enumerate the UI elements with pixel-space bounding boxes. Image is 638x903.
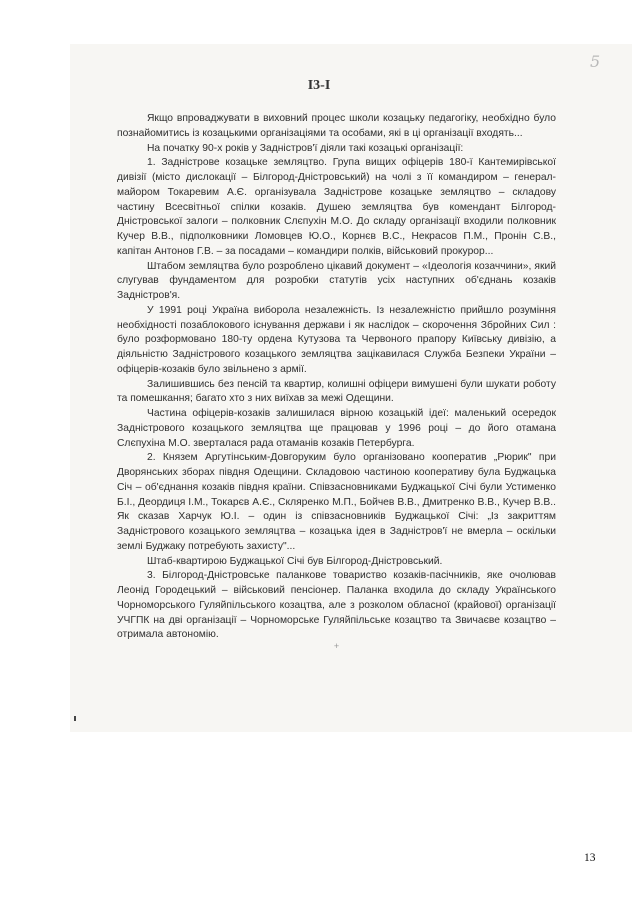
paragraph: Залишившись без пенсій та квартир, колишні офіцери вимушені були шукати роботу та помешкання; багато хто з них виїхав за межі Одещини.: [117, 378, 556, 405]
paragraph: 3. Білгород-Дністровське паланкове товариство козаків-пасічників, яке очолював Леонід Городецький – військовий пенсіонер. Паланка входила до складу Українського Чорноморського Гуляйпільського козацтва, але з розколом обласної (крайової) організації УЧГПК на дві організації – Чорноморське Гуляйпільське козацтво та Звичаєве козацтво – отримала автономію.: [117, 570, 556, 641]
paragraph: Штаб-квартирою Буджацької Січі був Білгород-Дністровський.: [147, 555, 443, 567]
paragraph: У 1991 році Україна виборола незалежність. Із незалежністю прийшло розуміння необхідності позаблокового існування держави і як наслідок – скорочення Збройних Сил : було розформовано 180-ту ордена Кутузова та Червоного прапору Київську дивізію, а діяльністю Задністрового козацького земляцтва зацікавилася Служба Безпеки України – офіцерів-козаків було звільнено з армії.: [117, 304, 556, 375]
paragraph: 2. Князем Аргутінським-Довгоруким було організовано кооператив „Рюрик" при Дворянських зборах півдня Одещини. Складовою частиною кооперативу була Буджацька Січ – об'єднання козаків півдня країни. Співзасновниками Буджацької Січі були Устименко Б.І., Деордиця І.М., Токарєв А.Є., Скляренко М.П., Бойчев В.В., Дмитренко В.В., Кучер В.В.. Як сказав Харчук Ю.І. – один із співзасновників Буджацької Січі: „Із закриттям Задністрового козацького земляцтва – козацька ідея в Задністров'ї не вмерла – оскільки землі Буджаку потребують захисту"...: [117, 452, 556, 552]
body-text: [117, 112, 556, 649]
paragraph: 1. Задністрове козацьке земляцтво. Група вищих офіцерів 180-ї Кантемирівської дивізії (місто дислокації – Білгород-Дністровський) на чолі з її командиром – генерал-майором Токаревим А.Є. організувала Задністрове козацьке земляцтво – складову частину Всесвітньої спілки козаків. Душею земляцтва був комендант Білгород-Дністровської залоги – полковник Слєпухін М.О. До складу організації входили полковник Кучер В.В., підполковники Ломовцев Ю.О., Корнєв В.С., Некрасов П.М., Пронін С.В., капітан Антонов Г.В. – за посадами – командири полків, військовий прокурор...: [117, 157, 556, 257]
paragraph: Частина офіцерів-козаків залишилася вірною козацькій ідеї: маленький осередок Задністрового козацького земляцтва ще працював у 1996 році – до його отамана Слєпухіна М.О. зверталася рада отаманів козаків Петербурга.: [117, 408, 556, 449]
margin-tick: [74, 716, 76, 721]
sheet-number: I3-I: [307, 78, 331, 93]
page-number: 13: [584, 852, 596, 864]
paragraph: Якщо впроваджувати в виховний процес школи козацьку педагогіку, необхідно було познайомитись із козацькими організаціями та особами, які в ці організації входять...: [117, 113, 556, 139]
paragraph: На початку 90-х років у Задністров'ї діяли такі козацькі організації:: [147, 142, 464, 154]
end-mark: +: [333, 641, 340, 651]
paragraph: Штабом земляцтва було розроблено цікавий документ – «Ідеологія козаччини», який слугував фундаментом для розробки статутів усіх наступних об'єднань козаків Задністров'я.: [117, 260, 556, 301]
handwritten-mark: 5: [590, 52, 601, 71]
